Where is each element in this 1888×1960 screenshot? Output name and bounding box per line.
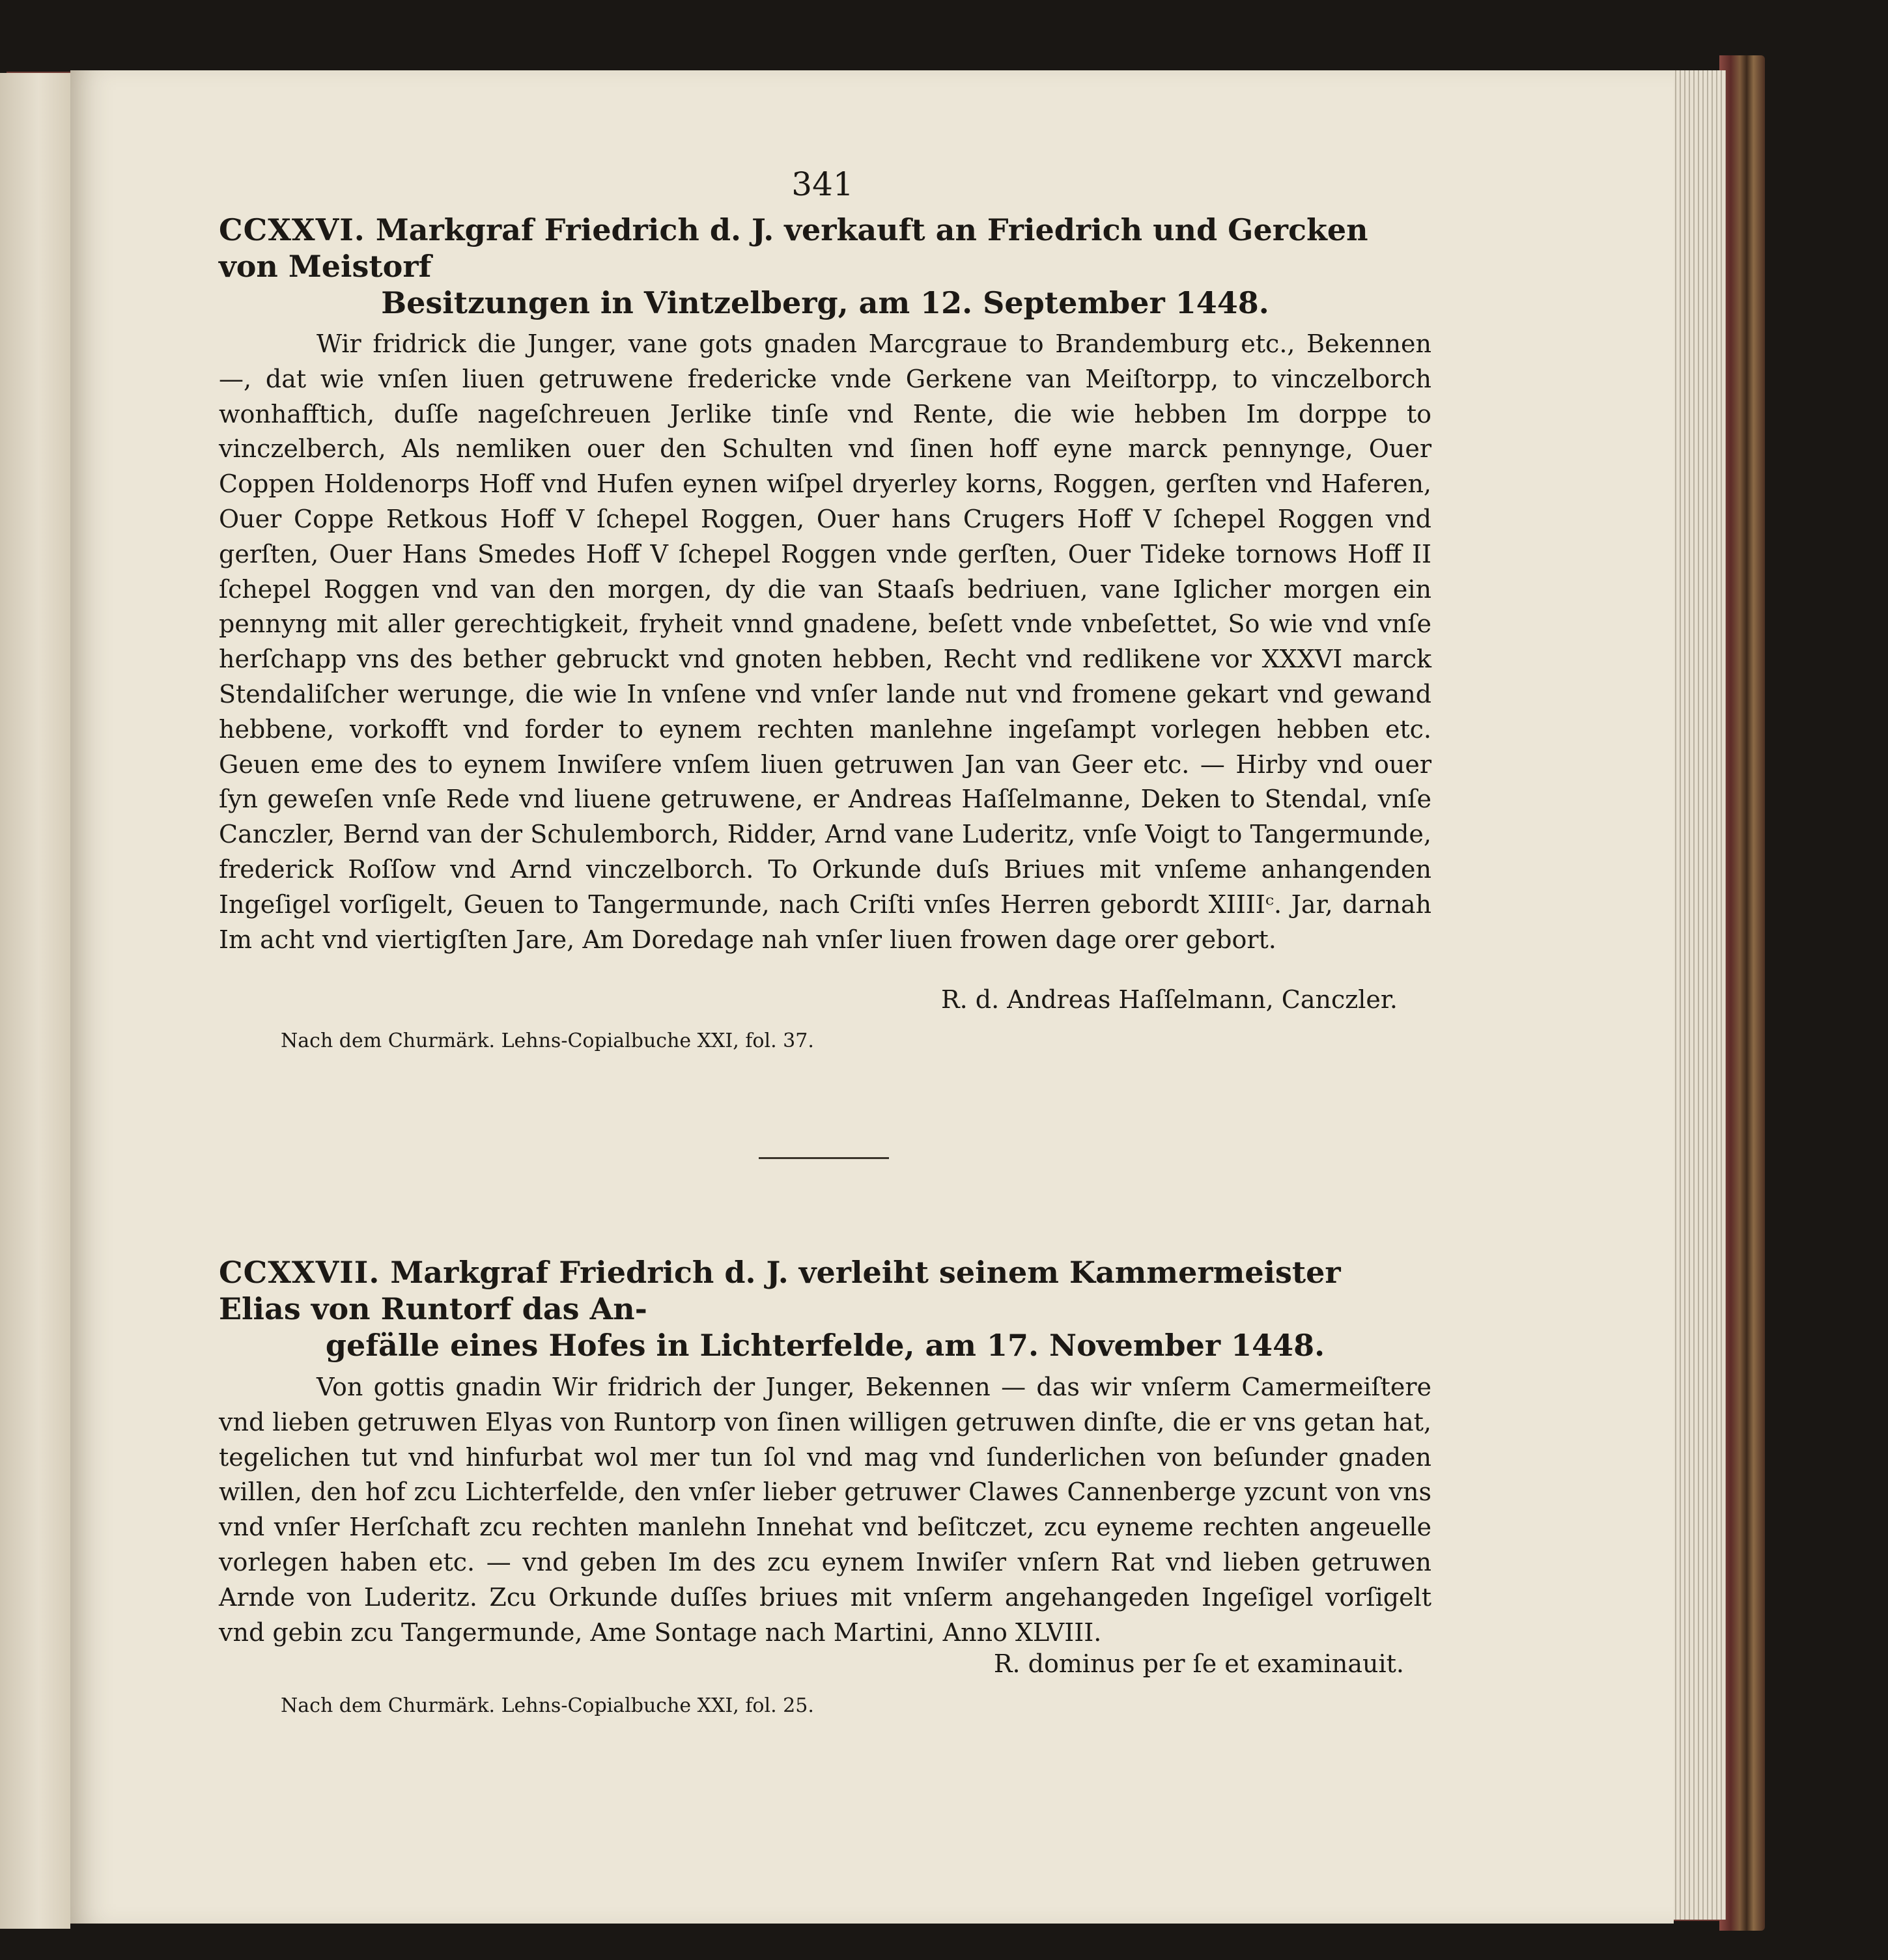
document-title-1-line2: Besitzungen in Vintzelberg, am 12. September 1448. (381, 285, 1269, 320)
document-title-1-line1: Markgraf Friedrich d. J. verkauft an Friedrich und Gercken von Meistorf (219, 212, 1368, 284)
document-source-1: Nach dem Churmärk. Lehns-Copialbuche XXI, fol. 37. (281, 1029, 814, 1052)
document-source-2: Nach dem Churmärk. Lehns-Copialbuche XXI, fol. 25. (281, 1694, 814, 1717)
document-number-1: CCXXVI. (219, 212, 365, 247)
left-page-edge (0, 73, 70, 1929)
document-signature-2: R. dominus per ſe et examinauit. (993, 1649, 1404, 1678)
document-body-2 (219, 1370, 1431, 1650)
document-title-2-line2: gefälle eines Hofes in Lichterfelde, am 17. November 1448. (325, 1328, 1325, 1363)
document-signature-1: R. d. Andreas Haſſelmann, Canczler. (941, 985, 1398, 1014)
section-divider (759, 1157, 889, 1159)
document-number-2: CCXXVII. (219, 1255, 380, 1290)
document-body-1 (219, 327, 1431, 957)
page-stack-edge (1667, 70, 1726, 1920)
page-number: 341 (791, 165, 854, 203)
document-text-2: Von gottis gnadin Wir fridrich der Junger, Bekennen — das wir vnſerm Camermeiſtere vnd lieben getruwen Elyas von Runtorp von ſinen willigen getruwen dinſte, die er vns getan hat, tegelichen tut vnd hinfurbat wol mer tun ſol vnd mag vnd ſunderlichen von beſunder gnaden willen, den hof zcu Lichterfelde, den vnſer lieber getruwer Clawes Cannenberge yzcunt von vns vnd vnſer Herſchaft zcu rechten manlehn Innehat vnd beſitczet, zcu eyneme rechten angeuelle vorlegen haben etc. — vnd geben Im des zcu eynem Inwiſer vnſern Rat vnd lieben getruwen Arnde von Luderitz. Zcu Orkunde duſſes briues mit vnſerm angehangeden Ingeſigel vorſigelt vnd gebin zcu Tangermunde, Ame Sontage nach Martini, Anno XLVIII. (219, 1373, 1431, 1647)
document-heading-2 (219, 1254, 1431, 1364)
right-page (70, 70, 1674, 1924)
document-title-2-line1: Markgraf Friedrich d. J. verleiht seinem Kammermeister Elias von Runtorf das An- (219, 1255, 1341, 1326)
document-text-1: Wir fridrick die Junger, vane gots gnaden Marcgraue to Brandemburg etc., Bekennen —, dat wie vnſen liuen getruwene fredericke vnde Gerkene van Meiſtorpp, to vinczelborch wonhafftich, duſſe nageſchreuen Jerlike tinſe vnd Rente, die wie hebben Im dorppe to vinczelberch, Als nemliken ouer den Schulten vnd ſinen hoff eyne marck pennynge, Ouer Coppen Holdenorps Hoff vnd Hufen eynen wiſpel dryerley korns, Roggen, gerſten vnd Haferen, Ouer Coppe Retkous Hoff V ſchepel Roggen, Ouer hans Crugers Hoff V ſchepel Roggen vnd gerſten, Ouer Hans Smedes Hoff V ſchepel Roggen vnde gerſten, Ouer Tideke tornows Hoff II ſchepel Roggen vnd van den morgen, dy die van Staaſs bedriuen, vane Iglicher morgen ein pennyng mit aller gerechtigkeit, fryheit vnnd gnadene, beſett vnde vnbeſettet, So wie vnd vnſe herſchapp vns des bether gebruckt vnd gnoten hebben, Recht vnd redlikene vor XXXVI marck Stendaliſcher werunge, die wie In vnſene vnd vnſer lande nut vnd fromene gekart vnd gewand hebbene, vorkofft vnd forder to eynem rechten manlehne ingeſampt vorlegen hebben etc. Geuen eme des to eynem Inwiſere vnſem liuen getruwen Jan van Geer etc. — Hirby vnd ouer ſyn geweſen vnſe Rede vnd liuene getruwene, er Andreas Haſſelmanne, Deken to Stendal, vnſe Canczler, Bernd van der Schulemborch, Ridder, Arnd vane Luderitz, vnſe Voigt to Tangermunde, frederick Roſſow vnd Arnd vinczelborch. To Orkunde duſs Briues mit vnſeme anhangenden Ingeſigel vorſigelt, Geuen to Tangermunde, nach Criſti vnſes Herren gebordt XIIIIᶜ. Jar, darnah Im acht vnd viertigſten Jare, Am Doredage nah vnſer liuen frowen dage orer gebort. (219, 329, 1431, 954)
marbled-cover-edge (1719, 55, 1765, 1931)
document-heading-1 (219, 212, 1431, 321)
